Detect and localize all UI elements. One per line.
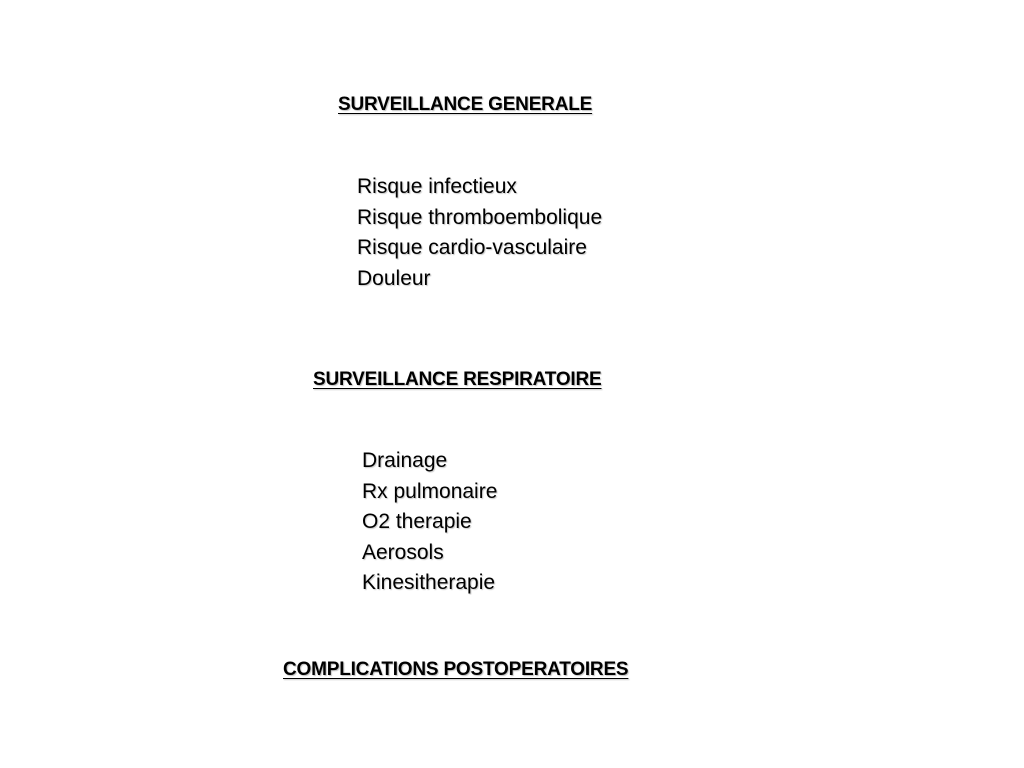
section-heading-surveillance-respiratoire: SURVEILLANCE RESPIRATOIRE (313, 369, 602, 390)
list-item: Drainage (362, 449, 448, 472)
list-item: Douleur (357, 266, 431, 290)
list-item: Kinesitherapie (362, 571, 496, 594)
list-item: Risque infectieux (357, 175, 517, 198)
list-item: O2 therapie (362, 510, 472, 533)
section-heading-surveillance-generale: SURVEILLANCE GENERALE (338, 94, 593, 115)
list-item: Risque cardio-vasculaire (357, 236, 587, 259)
list-item: Risque thromboembolique (357, 205, 603, 229)
list-item: Rx pulmonaire (362, 479, 498, 503)
list-item: Aerosols (362, 540, 444, 564)
section-heading-complications-postoperatoires: COMPLICATIONS POSTOPERATOIRES (283, 659, 629, 680)
surveillance-generale-list (357, 172, 602, 294)
surveillance-respiratoire-list (362, 446, 497, 599)
